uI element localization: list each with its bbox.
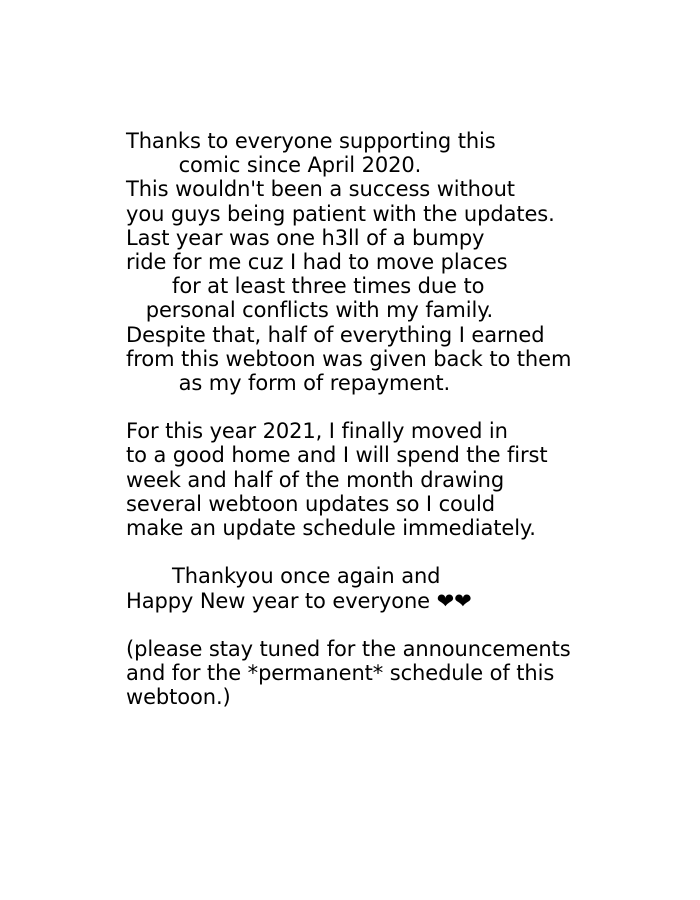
text-line: ride for me cuz I had to move places: [126, 249, 508, 274]
paragraph-gap: [126, 540, 686, 564]
text-line: For this year 2021, I finally moved in: [126, 419, 508, 444]
text-line: you guys being patient with the updates.: [126, 201, 555, 226]
letter-text: [126, 129, 686, 710]
text-line: to a good home and I will spend the first: [126, 443, 548, 468]
text-line: Thankyou once again and: [126, 564, 441, 589]
text-line: Happy New year to everyone ❤❤: [126, 588, 472, 613]
text-line: as my form of repayment.: [126, 370, 451, 395]
text-line: and for the *permanent* schedule of this: [126, 661, 555, 686]
text-line: personal conflicts with my family.: [126, 298, 494, 323]
paragraph-gap: [126, 613, 686, 637]
paragraph-announcements: [126, 637, 686, 710]
text-line: This wouldn't been a success without: [126, 177, 515, 202]
paragraph-new-year: [126, 564, 686, 612]
text-line: Thanks to everyone supporting this: [126, 129, 496, 153]
text-line: week and half of the month drawing: [126, 467, 505, 492]
paragraph-plans: [126, 419, 686, 540]
text-line: from this webtoon was given back to them: [126, 346, 572, 371]
text-line: for at least three times due to: [126, 274, 485, 299]
text-line: comic since April 2020.: [126, 153, 422, 178]
paragraph-thanks: [126, 129, 686, 395]
text-line: webtoon.): [126, 685, 231, 710]
text-line: (please stay tuned for the announcements: [126, 636, 571, 661]
text-line: Despite that, half of everything I earned: [126, 322, 545, 347]
text-line: Last year was one h3ll of a bumpy: [126, 225, 485, 250]
text-line: make an update schedule immediately.: [126, 516, 536, 540]
paragraph-gap: [126, 395, 686, 419]
text-line: several webtoon updates so I could: [126, 491, 495, 516]
